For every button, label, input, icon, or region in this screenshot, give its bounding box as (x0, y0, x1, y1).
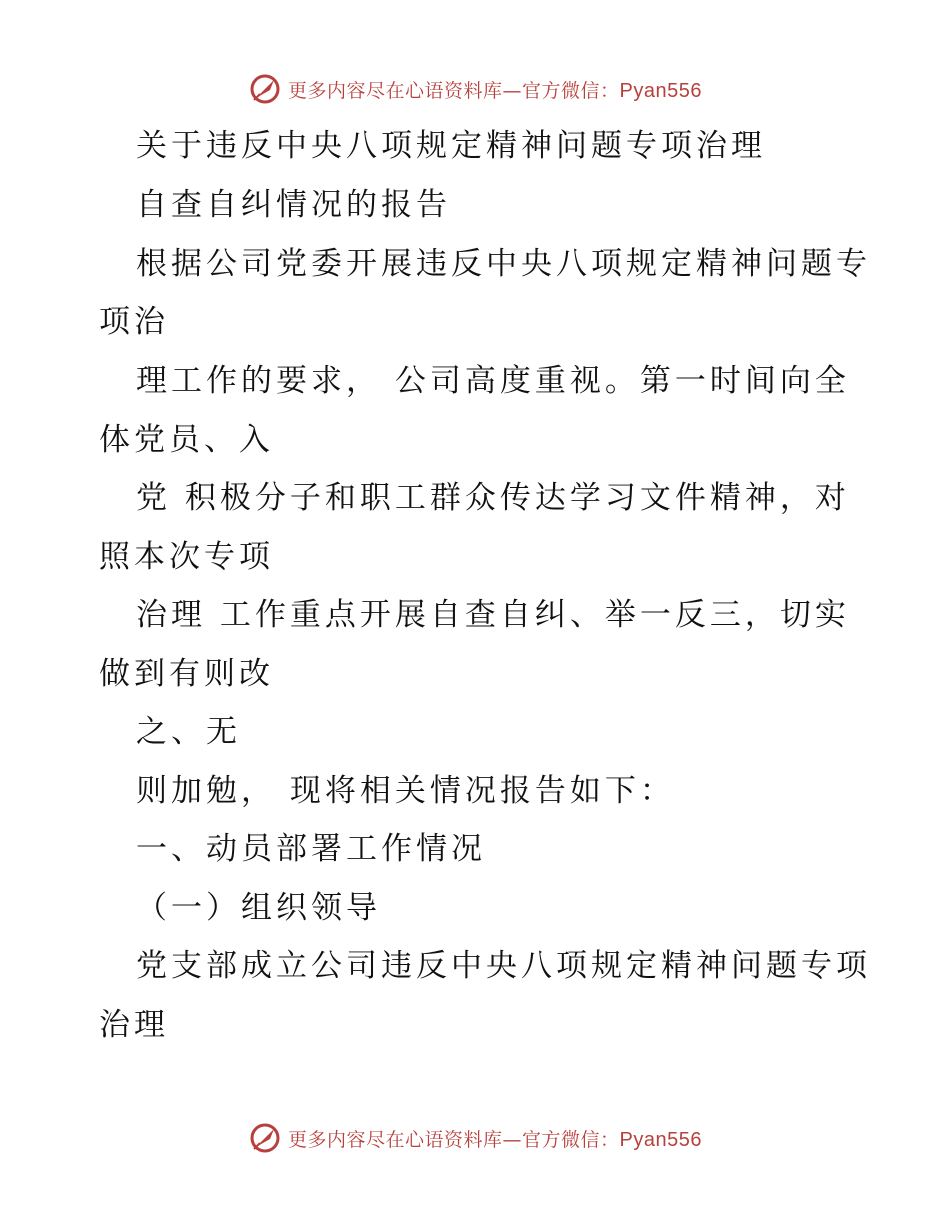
paragraph-line: 照本次专项 (99, 539, 274, 575)
paragraph-line: 项治 (99, 304, 169, 340)
footer-watermark-text: 更多内容尽在心语资料库—官方微信：Pyan556 (288, 1128, 702, 1151)
paragraph-line: 则加勉， 现将相关情况报告如下： (136, 773, 675, 809)
paragraph-line: 根据公司党委开展违反中央八项规定精神问题专 (136, 246, 871, 282)
quill-logo-icon (248, 1121, 282, 1155)
section-heading: 一、动员部署工作情况 (136, 831, 486, 867)
header-watermark-text: 更多内容尽在心语资料库—官方微信：Pyan556 (288, 79, 702, 102)
subsection-heading: （一）组织领导 (136, 890, 381, 926)
paragraph-line: 党 积极分子和职工群众传达学习文件精神，对 (136, 480, 850, 516)
paragraph-line: 治理 (99, 1007, 169, 1043)
paragraph-line: 之、无 (136, 714, 241, 750)
doc-title-line-2: 自查自纠情况的报告 (136, 187, 451, 223)
footer-watermark-banner (0, 1121, 950, 1155)
paragraph-line: 理工作的要求， 公司高度重视。第一时间向全 (136, 363, 850, 399)
paragraph-line: 做到有则改 (99, 656, 274, 692)
paragraph-line: 党支部成立公司违反中央八项规定精神问题专项 (136, 948, 871, 984)
paragraph-line: 体党员、入 (99, 422, 274, 458)
doc-title-line-1: 关于违反中央八项规定精神问题专项治理 (136, 128, 766, 164)
paragraph-line: 治理 工作重点开展自查自纠、举一反三，切实 (136, 597, 850, 633)
